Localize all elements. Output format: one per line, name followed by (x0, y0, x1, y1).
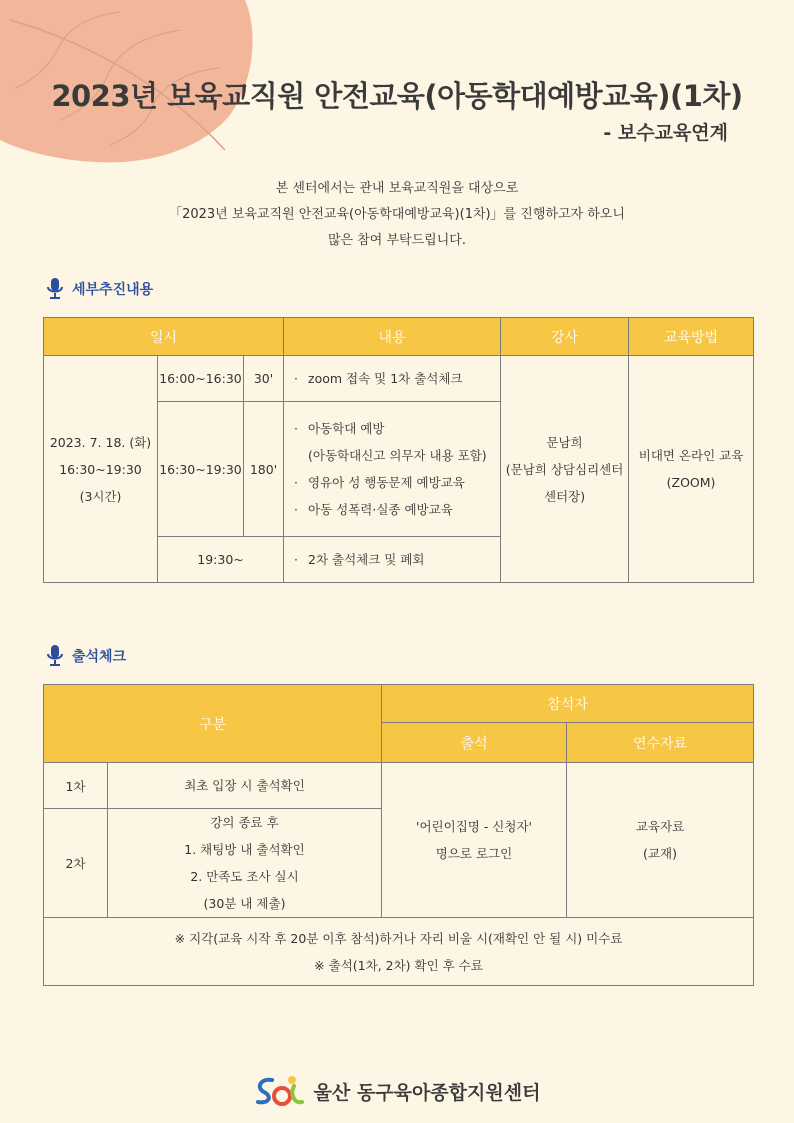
lecturer-line: 센터장) (543, 488, 586, 504)
intro-line: 많은 참여 부탁드립니다. (328, 233, 466, 248)
desc-cell (108, 763, 382, 809)
method-line: (ZOOM) (666, 475, 716, 490)
header-category: 구분 (44, 685, 382, 763)
attendance-line: 명으로 로그인 (435, 846, 513, 861)
desc-line: 1. 채팅방 내 출석확인 (184, 842, 305, 857)
notes-cell (44, 918, 754, 986)
header-attendee: 참석자 (382, 685, 754, 723)
material-line: (교재) (643, 846, 677, 861)
lecturer-line: (문남희 상담심리센터 (505, 461, 624, 477)
schedule-table (43, 317, 754, 583)
date-line: (3시간) (79, 488, 122, 504)
lecturer-cell (501, 356, 629, 583)
header-material: 연수자료 (567, 723, 754, 763)
desc-line: 최초 입장 시 출석확인 (184, 778, 305, 793)
list-item: · 아동 성폭력·실종 예방교육 (294, 502, 453, 517)
time-cell: 19:30~ (158, 537, 284, 583)
header-content: 내용 (284, 318, 501, 356)
time-cell: 16:00~16:30 (158, 356, 244, 402)
attendance-cell (382, 763, 567, 918)
date-line: 16:30~19:30 (59, 461, 142, 477)
lecturer-line: 문남희 (546, 434, 583, 450)
duration-cell: 30' (244, 356, 284, 402)
method-line: 비대면 온라인 교육 (638, 448, 744, 463)
attendance-table (43, 684, 754, 986)
section-heading-attendance (46, 644, 126, 668)
note-line: ※ 지각(교육 시작 후 20분 이후 참석)하거나 자리 비울 시(재확인 안 될 시) 미수료 (174, 930, 623, 946)
content-cell (284, 537, 501, 583)
intro-line: 본 센터에서는 관내 보육교직원을 대상으로 (275, 181, 519, 196)
footer-org-name: 울산 동구육아종합지원센터 (313, 1081, 541, 1104)
list-item: (아동학대신고 의무자 내용 포함) (308, 448, 487, 463)
center-logo-icon (254, 1072, 306, 1110)
footer (0, 1072, 794, 1110)
content-cell (284, 402, 501, 537)
list-item: · zoom 접속 및 1차 출석체크 (294, 371, 463, 386)
round-cell: 2차 (44, 809, 108, 918)
desc-line: 강의 종료 후 (210, 815, 279, 830)
intro-text (0, 176, 794, 254)
header-attendance: 출석 (382, 723, 567, 763)
note-line: ※ 출석(1차, 2차) 확인 후 수료 (314, 957, 483, 973)
method-cell (629, 356, 754, 583)
desc-line: 2. 만족도 조사 실시 (190, 869, 299, 884)
header-date: 일시 (44, 318, 284, 356)
list-item: · 영유아 성 행동문제 예방교육 (294, 475, 465, 490)
intro-line: 「2023년 보육교직원 안전교육(아동학대예방교육)(1차)」를 진행하고자 하오니 (169, 207, 625, 222)
desc-line: (30분 내 제출) (203, 896, 286, 911)
section-heading-label: 세부추진내용 (72, 282, 154, 298)
round-cell: 1차 (44, 763, 108, 809)
page-title: 2023년 보육교직원 안전교육(아동학대예방교육)(1차) (51, 79, 743, 113)
list-item: · 2차 출석체크 및 폐회 (294, 552, 425, 567)
list-item: · 아동학대 예방 (294, 421, 385, 436)
section-heading-details (46, 277, 153, 301)
attendance-line: '어린이집명 - 신청자' (416, 819, 532, 834)
desc-cell (108, 809, 382, 918)
material-cell (567, 763, 754, 918)
header-method: 교육방법 (629, 318, 754, 356)
header-lecturer: 강사 (501, 318, 629, 356)
duration-cell: 180' (244, 402, 284, 537)
content-cell (284, 356, 501, 402)
date-line: 2023. 7. 18. (화) (49, 434, 152, 450)
date-cell (44, 356, 158, 583)
time-cell: 16:30~19:30 (158, 402, 244, 537)
page-subtitle: - 보수교육연계 (603, 122, 728, 144)
material-line: 교육자료 (635, 819, 685, 834)
microphone-icon (46, 644, 64, 668)
microphone-icon (46, 277, 64, 301)
section-heading-label: 출석체크 (72, 649, 127, 665)
